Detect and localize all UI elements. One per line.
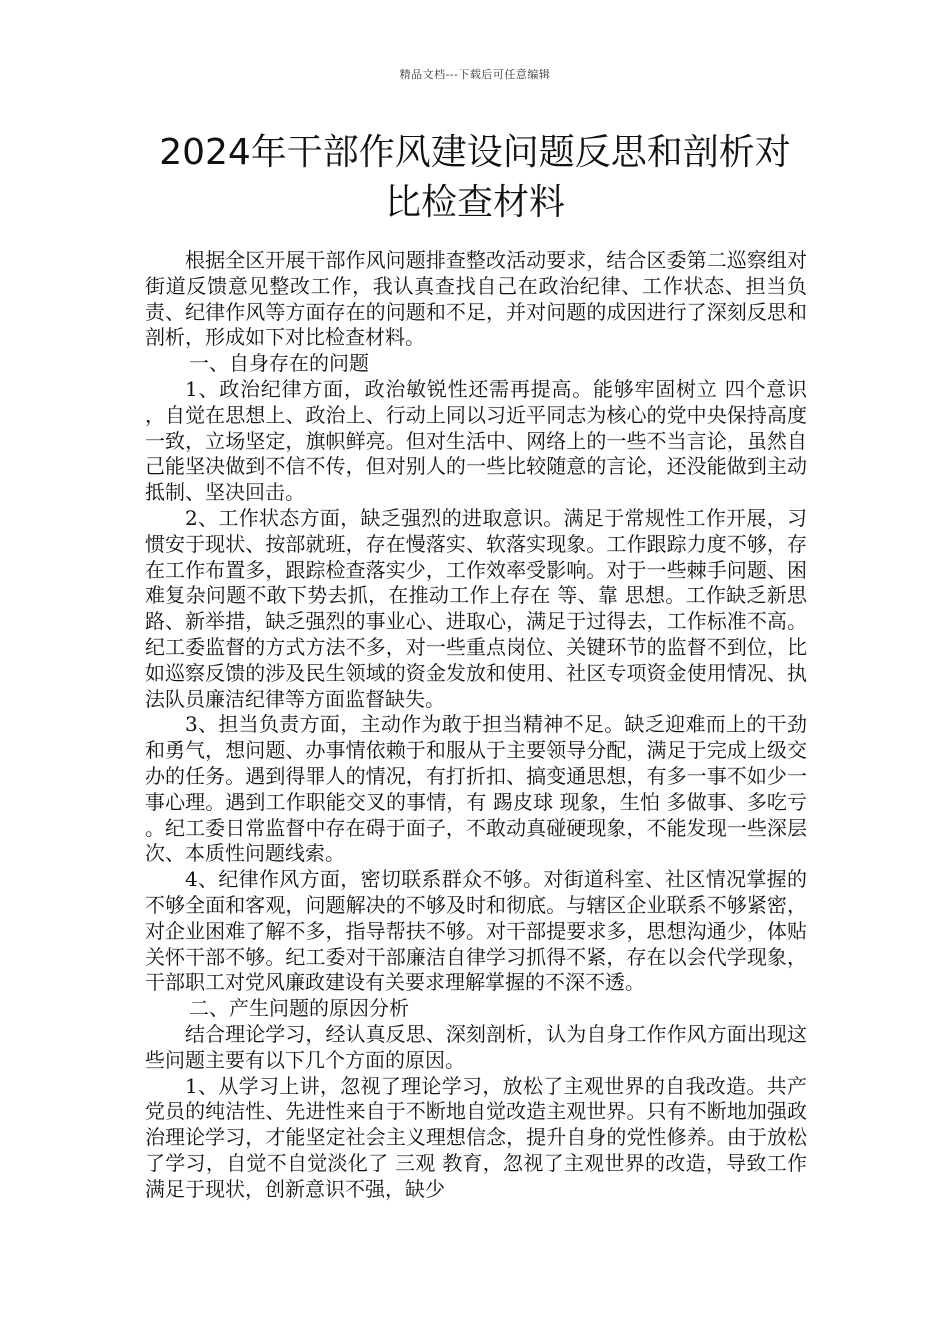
intro-paragraph: 根据全区开展干部作风问题排查整改活动要求，结合区委第二巡察组对街道反馈意见整改工作，我认真查找自己在政治纪律、工作状态、担当负责、纪律作风等方面存在的问题和不足，并对问题的成因进行了深刻反思和剖析，形成如下对比检查材料。 <box>145 248 807 350</box>
section-heading-causes: 二、产生问题的原因分析 <box>189 996 409 1021</box>
title-line-2: 比检查材料 <box>384 182 565 223</box>
document-title <box>130 128 820 228</box>
problem-item-responsibility: 3、担当负责方面，主动作为敢于担当精神不足。缺乏迎难而上的干劲和勇气，想问题、办事情依赖于和服从于主要领导分配，满足于完成上级交办的任务。遇到得罪人的情况，有打折扣、搞变通思想，有多一事不如少一事心理。遇到工作职能交叉的事情，有 踢皮球 现象，生怕 多做事、多吃亏 。纪工委日常监督中存在碍于面子，不敢动真碰硬现象，不能发现一些深层次、本质性问题线索。 <box>145 712 807 866</box>
title-line-1: 2024年干部作风建设问题反思和剖析对 <box>159 132 791 173</box>
problem-item-work-status: 2、工作状态方面，缺乏强烈的进取意识。满足于常规性工作开展，习惯安于现状、按部就班，存在慢落实、软落实现象。工作跟踪力度不够，存在工作布置多，跟踪检查落实少，工作效率受影响。对于一些棘手问题、困难复杂问题不敢下势去抓，在推动工作上存在 等、靠 思想。工作缺乏新思路、新举措，缺乏强烈的事业心、进取心，满足于过得去，工作标准不高。纪工委监督的方式方法不多，对一些重点岗位、关键环节的监督不到位，比如巡察反馈的涉及民生领域的资金发放和使用、社区专项资金使用情况、执法队员廉洁纪律等方面监督缺失。 <box>145 505 807 711</box>
cause-item-study: 1、从学习上讲，忽视了理论学习，放松了主观世界的自我改造。共产党员的纯洁性、先进性来自于不断地自觉改造主观世界。只有不断地加强政治理论学习，才能坚定社会主义理想信念，提升自身的党性修养。由于放松了学习，自觉不自觉淡化了 三观 教育，忽视了主观世界的改造，导致工作满足于现状，创新意识不强，缺少 <box>145 1073 807 1201</box>
problem-item-discipline-style: 4、纪律作风方面，密切联系群众不够。对街道科室、社区情况掌握的不够全面和客观，问题解决的不够及时和彻底。与辖区企业联系不够紧密，对企业困难了解不多，指导帮扶不够。对干部提要求多，思想沟通少，体贴关怀干部不够。纪工委对干部廉洁自律学习抓得不紧，存在以会代学现象，干部职工对党风廉政建设有关要求理解掌握的不深不透。 <box>145 867 807 995</box>
causes-intro-paragraph: 结合理论学习，经认真反思、深刻剖析，认为自身工作作风方面出现这些问题主要有以下几个方面的原因。 <box>145 1021 807 1072</box>
section-heading-problems: 一、自身存在的问题 <box>189 351 369 376</box>
problem-item-political-discipline: 1、政治纪律方面，政治敏锐性还需再提高。能够牢固树立 四个意识 ，自觉在思想上、政治上、行动上同以习近平同志为核心的党中央保持高度一致，立场坚定，旗帜鲜亮。但对生活中、网络上的一些不当言论，虽然自己能坚决做到不信不传，但对别人的一些比较随意的言论，还没能做到主动抵制、坚决回击。 <box>145 376 807 505</box>
document-body <box>145 248 807 1202</box>
header-note: 精品文档---下载后可任意编辑 <box>399 68 551 81</box>
